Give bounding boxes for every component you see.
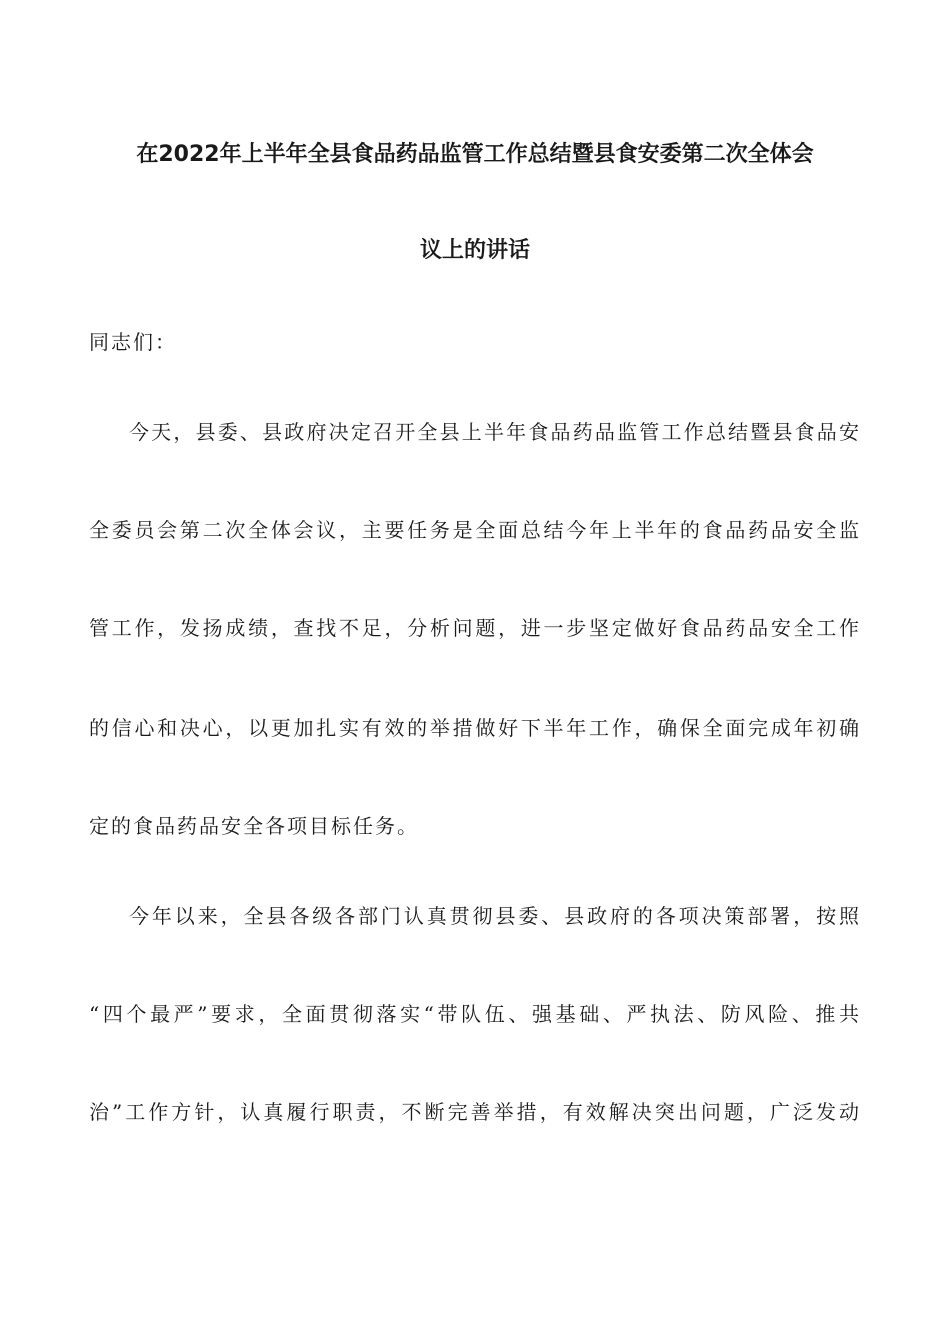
paragraph-1-line-5: 定的食品药品安全各项目标任务。	[89, 814, 419, 838]
paragraph-2-line-3: 治”工作方针，认真履行职责，不断完善举措，有效解决突出问题，广泛发动	[89, 1100, 859, 1124]
document-title-line-1: 在2022年上半年全县食品药品监管工作总结暨县食安委第二次全体会	[136, 142, 814, 167]
paragraph-2-line-2: “四个最严”要求，全面贯彻落实“带队伍、强基础、严执法、防风险、推共	[89, 1002, 859, 1026]
paragraph-1-line-2: 全委员会第二次全体会议，主要任务是全面总结今年上半年的食品药品安全监	[89, 518, 859, 542]
document-title-line-2: 议上的讲话	[419, 238, 530, 263]
paragraph-1-line-3: 管工作，发扬成绩，查找不足，分析问题，进一步坚定做好食品药品安全工作	[89, 616, 859, 640]
salutation: 同志们：	[89, 330, 177, 354]
paragraph-1-line-1: 今天，县委、县政府决定召开全县上半年食品药品监管工作总结暨县食品安	[129, 420, 859, 444]
paragraph-2-line-1: 今年以来，全县各级各部门认真贯彻县委、县政府的各项决策部署，按照	[129, 904, 859, 928]
paragraph-1-line-4: 的信心和决心，以更加扎实有效的举措做好下半年工作，确保全面完成年初确	[89, 716, 859, 740]
